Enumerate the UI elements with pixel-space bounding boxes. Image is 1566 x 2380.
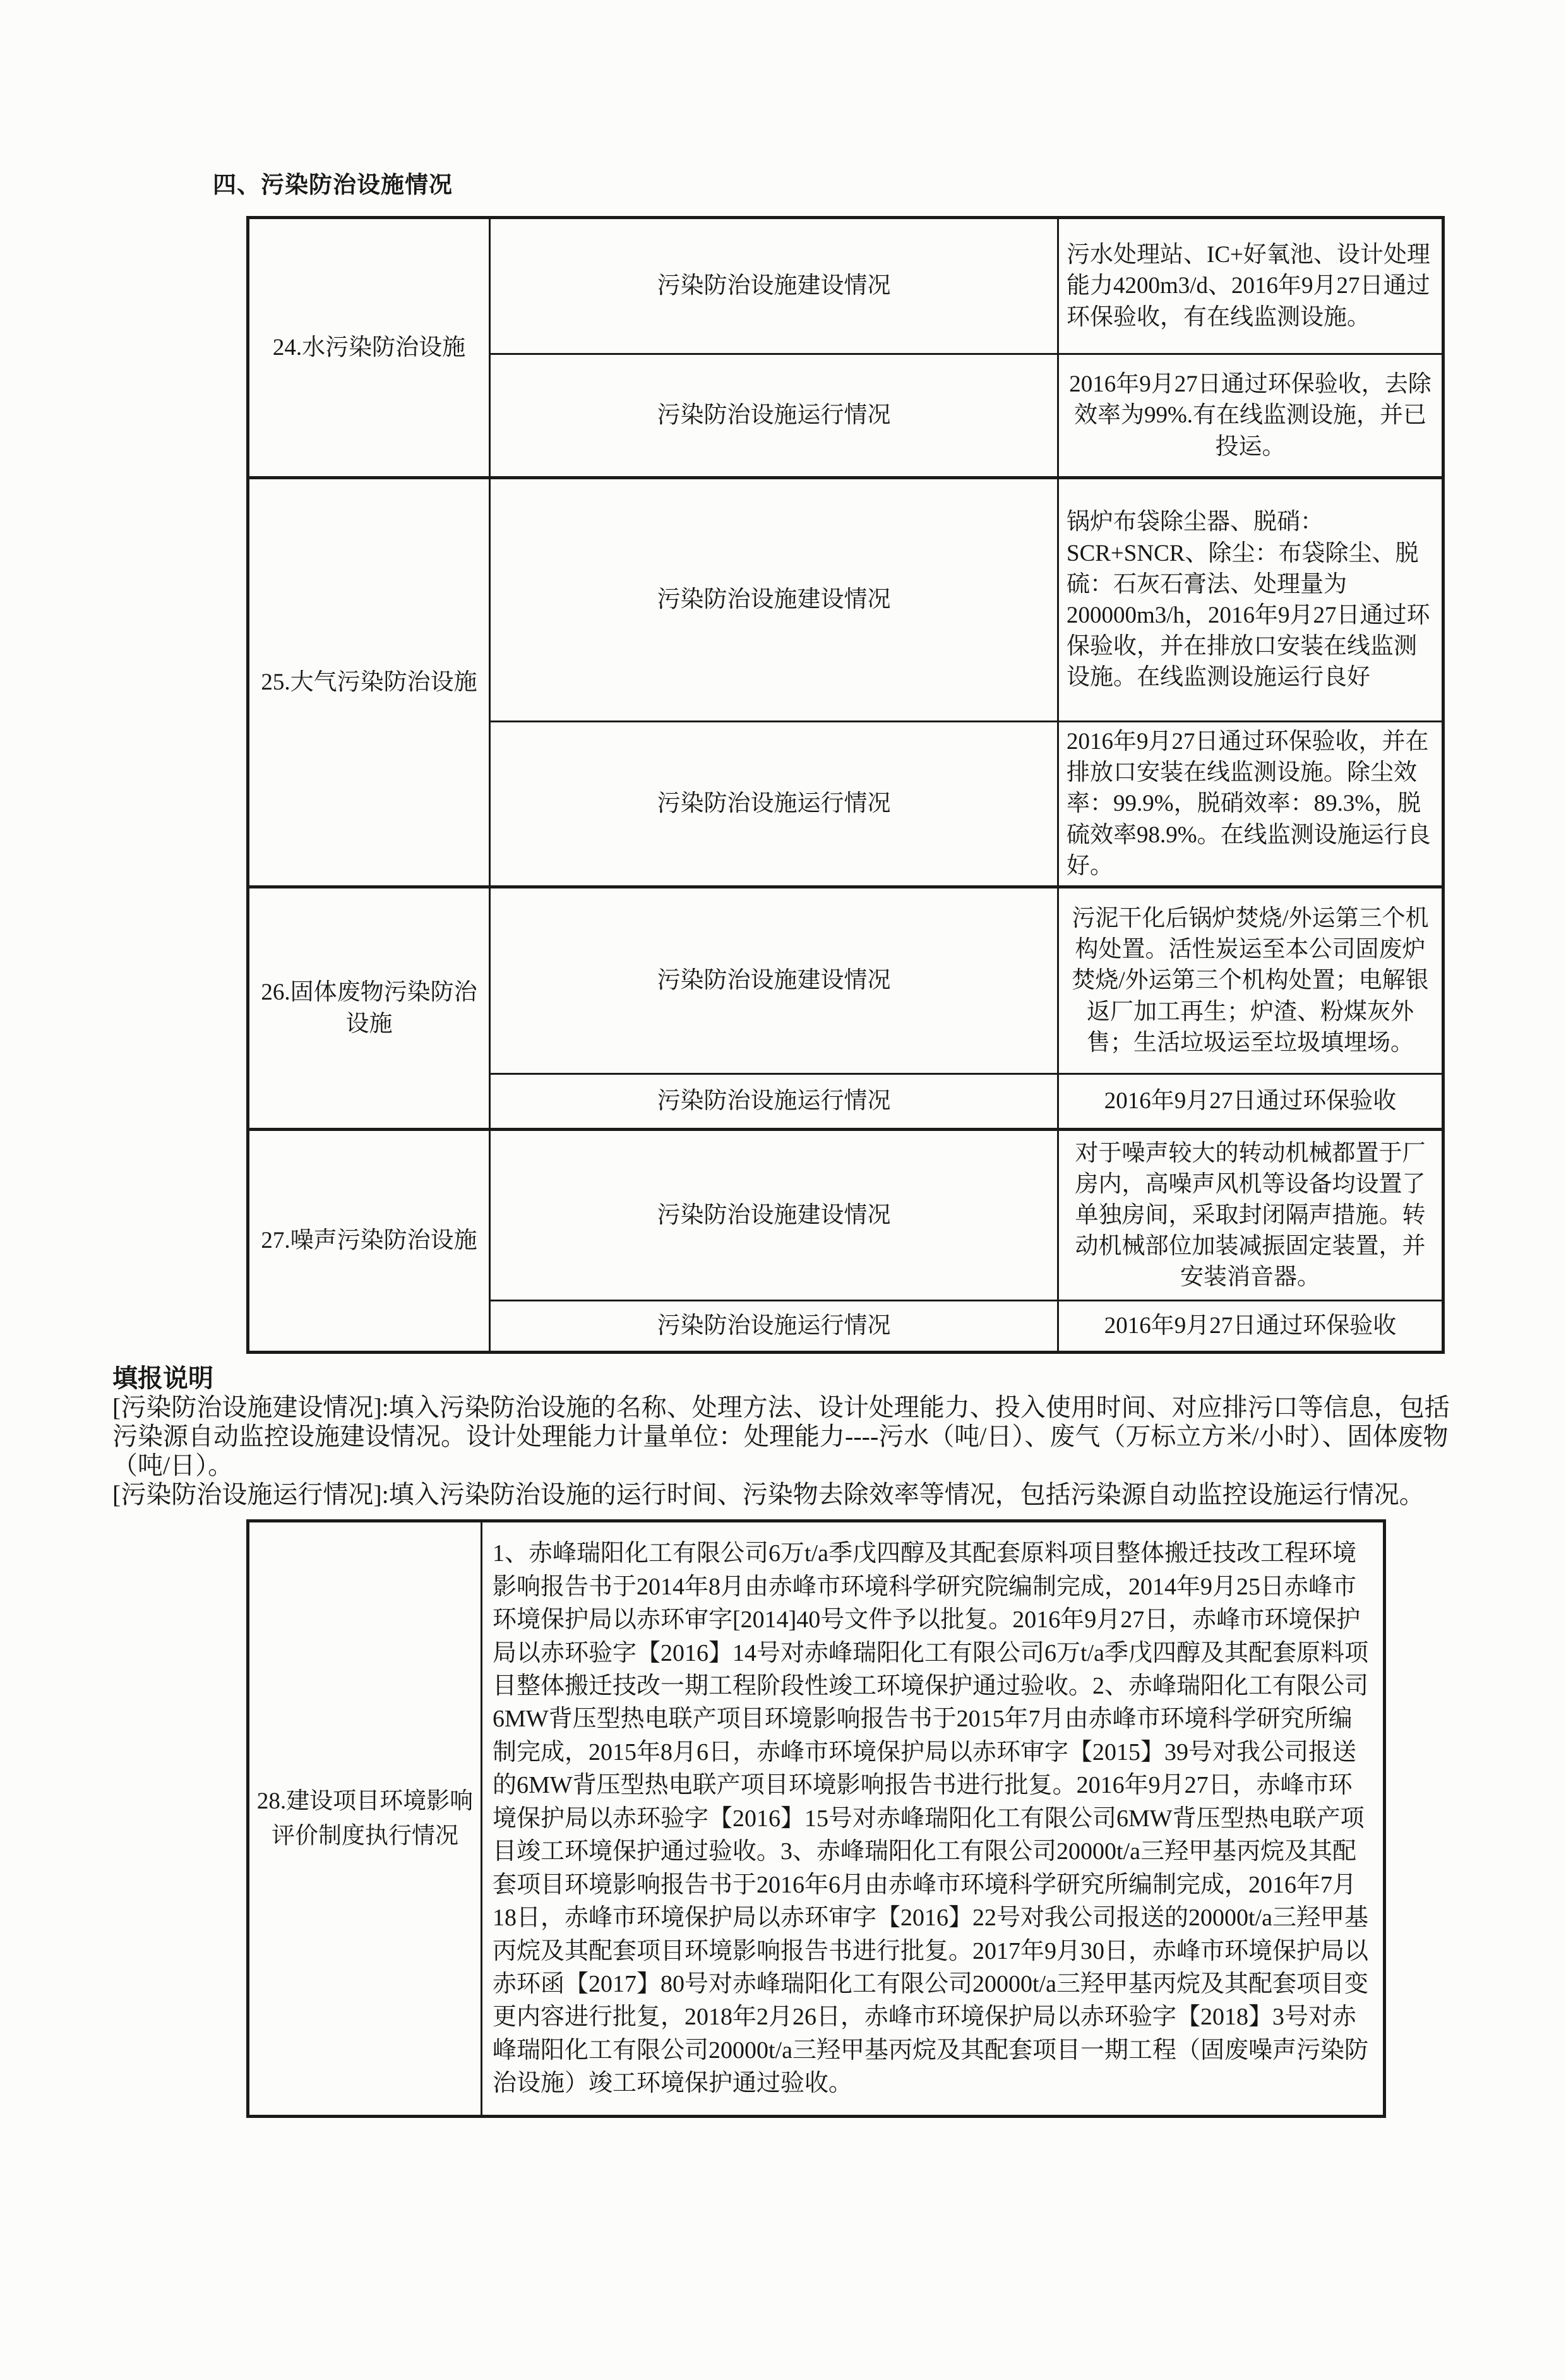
operation-value-27: 2016年9月27日通过环保验收 xyxy=(1058,1301,1443,1353)
construction-value-26: 污泥干化后锅炉焚烧/外运第三个机构处置。活性炭运至本公司固废炉焚烧/外运第三个机构处置；电解银返厂加工再生；炉渣、粉煤灰外售；生活垃圾运至垃圾填埋场。 xyxy=(1058,887,1443,1074)
facility-category-25: 25.大气污染防治设施 xyxy=(248,478,490,887)
construction-label-25: 污染防治设施建设情况 xyxy=(490,478,1058,722)
scanned-form-page xyxy=(0,165,1566,2380)
construction-label-24: 污染防治设施建设情况 xyxy=(490,218,1058,354)
filling-instructions-heading: 填报说明 xyxy=(112,1364,213,1393)
operation-label-26: 污染防治设施运行情况 xyxy=(490,1074,1058,1130)
facility-category-26: 26.固体废物污染防治设施 xyxy=(248,887,490,1130)
table-row-25-construction xyxy=(248,478,1443,722)
construction-value-27: 对于噪声较大的转动机械都置于厂房内，高噪声风机等设备均设置了单独房间，采取封闭隔声措施。转动机械部位加装减振固定装置，并安装消音器。 xyxy=(1058,1130,1443,1301)
facility-category-27: 27.噪声污染防治设施 xyxy=(248,1130,490,1353)
eia-row-label: 28.建设项目环境影响评价制度执行情况 xyxy=(248,1521,482,2117)
table-row-28 xyxy=(248,1521,1385,2117)
construction-value-24: 污水处理站、IC+好氧池、设计处理能力4200m3/d、2016年9月27日通过环保验收，有在线监测设施。 xyxy=(1058,218,1443,354)
pollution-facilities-table xyxy=(246,216,1445,1354)
table-row-27-construction xyxy=(248,1130,1443,1301)
facility-category-24: 24.水污染防治设施 xyxy=(248,218,490,478)
operation-label-27: 污染防治设施运行情况 xyxy=(490,1301,1058,1353)
operation-value-25: 2016年9月27日通过环保验收，并在排放口安装在线监测设施。除尘效率：99.9%，脱硝效率：89.3%，脱硫效率98.9%。在线监测设施运行良好。 xyxy=(1058,722,1443,887)
table-row-24-construction xyxy=(248,218,1443,354)
eia-execution-table xyxy=(246,1519,1386,2118)
operation-value-24: 2016年9月27日通过环保验收，去除效率为99%.有在线监测设施，并已投运。 xyxy=(1058,354,1443,478)
construction-label-27: 污染防治设施建设情况 xyxy=(490,1130,1058,1301)
filling-instructions xyxy=(112,1364,1460,1509)
construction-value-25-text: 锅炉布袋除尘器、脱硝：SCR+SNCR、除尘：布袋除尘、脱硫：石灰石膏法、处理量为200000m3/h，2016年9月27日通过环保验收，并在排放口安装在线监测设施。在线监测设施运行良好 xyxy=(1067,509,1430,691)
note-construction-definition: [污染防治设施建设情况]:填入污染防治设施的名称、处理方法、设计处理能力、投入使用时间、对应排污口等信息，包括污染源自动监控设施建设情况。设计处理能力计量单位：处理能力----污水（吨/日）、废气（万标立方米/小时）、固体废物（吨/日）。 xyxy=(112,1393,1450,1480)
operation-label-25: 污染防治设施运行情况 xyxy=(490,722,1058,887)
construction-value-25 xyxy=(1058,478,1443,722)
eia-row-content: 1、赤峰瑞阳化工有限公司6万t/a季戊四醇及其配套原料项目整体搬迁技改工程环境影响报告书于2014年8月由赤峰市环境科学研究院编制完成，2014年9月25日赤峰市环境保护局以赤环审字[2014]40号文件予以批复。2016年9月27日，赤峰市环境保护局以赤环验字【2016】14号对赤峰瑞阳化工有限公司6万t/a季戊四醇及其配套原料项目整体搬迁技改一期工程阶段性竣工环境保护通过验收。2、赤峰瑞阳化工有限公司6MW背压型热电联产项目环境影响报告书于2015年7月由赤峰市环境科学研究所编制完成，2015年8月6日，赤峰市环境保护局以赤环审字【2015】39号对我公司报送的6MW背压型热电联产项目环境影响报告书进行批复。2016年9月27日，赤峰市环境保护局以赤环验字【2016】15号对赤峰瑞阳化工有限公司6MW背压型热电联产项目竣工环境保护通过验收。3、赤峰瑞阳化工有限公司20000t/a三羟甲基丙烷及其配套项目环境影响报告书于2016年6月由赤峰市环境科学研究所编制完成，2016年7月18日，赤峰市环境保护局以赤环审字【2016】22号对我公司报送的20000t/a三羟甲基丙烷及其配套项目环境影响报告书进行批复。2017年9月30日，赤峰市环境保护局以赤环函【2017】80号对赤峰瑞阳化工有限公司20000t/a三羟甲基丙烷及其配套项目变更内容进行批复，2018年2月26日，赤峰市环境保护局以赤环验字【2018】3号对赤峰瑞阳化工有限公司20000t/a三羟甲基丙烷及其配套项目一期工程（固废噪声污染防治设施）竣工环境保护通过验收。 xyxy=(482,1521,1385,2117)
note-operation-definition: [污染防治设施运行情况]:填入污染防治设施的运行时间、污染物去除效率等情况，包括污染源自动监控设施运行情况。 xyxy=(112,1480,1425,1509)
section-title: 四、污染防治设施情况 xyxy=(213,172,453,198)
operation-label-24: 污染防治设施运行情况 xyxy=(490,354,1058,478)
operation-value-26: 2016年9月27日通过环保验收 xyxy=(1058,1074,1443,1130)
construction-label-26: 污染防治设施建设情况 xyxy=(490,887,1058,1074)
table-row-26-construction xyxy=(248,887,1443,1074)
